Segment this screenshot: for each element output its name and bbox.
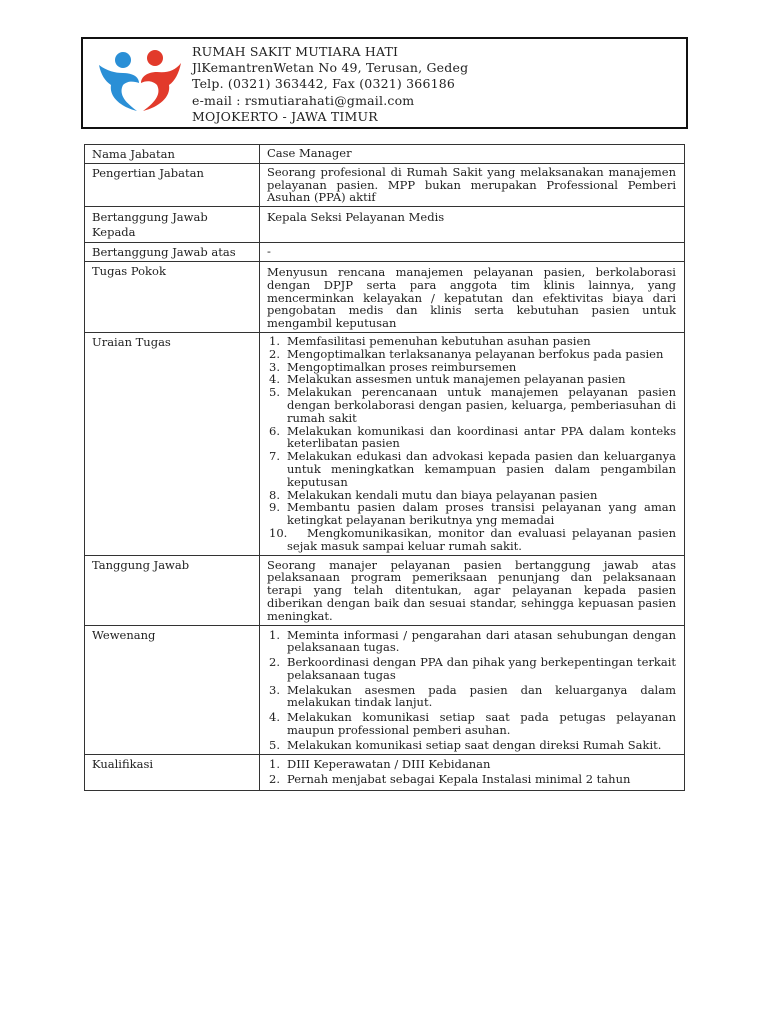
table-row — [85, 754, 685, 791]
table-row — [85, 261, 685, 332]
list-item: 4. Melakukan assesmen untuk manajemen pelayanan pasien — [269, 372, 626, 387]
list-item: 2. Mengoptimalkan terlaksananya pelayanan berfokus pada pasien — [269, 346, 664, 361]
row-label: Bertanggung Jawab atas — [85, 243, 260, 262]
list-item: 4. Melakukan komunikasi setiap saat pada petugas pelayanan maupun professional pemberi asuhan. — [269, 710, 676, 738]
job-description-table — [84, 144, 685, 791]
wewenang-list — [267, 629, 676, 752]
row-label: Bertanggung Jawab Kepada — [85, 207, 260, 243]
table-row — [85, 207, 685, 243]
list-item: 3. Melakukan asesmen pada pasien dan keluarganya dalam melakukan tindak lanjut. — [269, 682, 676, 710]
table-row — [85, 243, 685, 262]
table-row — [85, 555, 685, 625]
hospital-city: MOJOKERTO - JAWA TIMUR — [192, 108, 378, 124]
hospital-email: e-mail : rsmutiarahati@gmail.com — [192, 92, 415, 108]
row-label: Nama Jabatan — [85, 145, 260, 164]
hospital-address: JlKemantrenWetan No 49, Terusan, Gedeg — [192, 60, 469, 76]
list-item: 10. Mengkomunikasikan, monitor dan evaluasi pelayanan pasien sejak masuk sampai keluar rumah sakit. — [269, 525, 676, 553]
list-item: 9. Membantu pasien dalam proses transisi pelayanan yang aman ketingkat pelayanan berikutnya yng memadai — [269, 500, 676, 528]
uraian-tugas-list — [267, 335, 676, 553]
list-item: 6. Melakukan komunikasi dan koordinasi antar PPA dalam konteks keterlibatan pasien — [269, 423, 676, 451]
row-label: Uraian Tugas — [85, 332, 260, 555]
list-item: 7. Melakukan edukasi dan advokasi kepada pasien dan keluarganya untuk meningkatkan kemampuan pasien dalam pengambilan keputusan — [269, 449, 676, 489]
row-value: Case Manager — [260, 145, 685, 164]
list-item: 1. DIII Keperawatan / DIII Kebidanan — [269, 756, 491, 771]
table-row — [85, 145, 685, 164]
row-value: - — [260, 243, 685, 262]
row-value: Seorang profesional di Rumah Sakit yang melaksanakan manajemen pelayanan pasien. MPP bukan merupakan Professional Pemberi Asuhan (PPA) aktif — [260, 163, 685, 206]
list-item: 1. Memfasilitasi pemenuhan kebutuhan asuhan pasien — [269, 333, 591, 348]
row-value: Menyusun rencana manajemen pelayanan pasien, berkolaborasi dengan DPJP serta para anggota tim klinis lainnya, yang mencerminkan kelayakan / kepatutan dan efektivitas biaya dari pengobatan medis dan klinis serta kebutuhan pasien untuk mengambil keputusan — [260, 261, 685, 332]
list-item: 8. Melakukan kendali mutu dan biaya pelayanan pasien — [269, 487, 598, 502]
row-label: Tugas Pokok — [85, 261, 260, 332]
list-item: 5. Melakukan perencanaan untuk manajemen pelayanan pasien dengan berkolaborasi dengan pasien, keluarga, pemberiasuhan di rumah sakit — [269, 385, 676, 425]
row-label: Kualifikasi — [85, 754, 260, 791]
hospital-phone: Telp. (0321) 363442, Fax (0321) 366186 — [192, 76, 456, 92]
kualifikasi-list — [267, 758, 676, 787]
row-value — [260, 332, 685, 555]
hospital-info — [192, 44, 468, 125]
list-item: 2. Berkoordinasi dengan PPA dan pihak yang berkepentingan terkait pelaksanaan tugas — [269, 655, 676, 682]
row-label: Pengertian Jabatan — [85, 163, 260, 206]
table-row — [85, 163, 685, 206]
list-item: 2. Pernah menjabat sebagai Kepala Instalasi minimal 2 tahun — [269, 772, 631, 787]
list-item: 3. Mengoptimalkan proses reimbursemen — [269, 359, 517, 374]
hospital-name: RUMAH SAKIT MUTIARA HATI — [192, 44, 399, 59]
row-value — [260, 625, 685, 754]
hospital-logo — [93, 47, 185, 117]
list-item: 5. Melakukan komunikasi setiap saat dengan direksi Rumah Sakit. — [269, 737, 662, 752]
table-row — [85, 625, 685, 754]
row-label: Tanggung Jawab — [85, 555, 260, 625]
row-value: Seorang manajer pelayanan pasien bertanggung jawab atas pelaksanaan program pemeriksaan penunjang dan pelaksanaan terapi yang telah ditentukan, agar pelayanan kepada pasien diberikan dengan baik dan sesuai standar, sehingga kepuasan pasien meningkat. — [260, 555, 685, 625]
row-label: Wewenang — [85, 625, 260, 754]
letterhead — [81, 37, 688, 129]
row-value: Kepala Seksi Pelayanan Medis — [260, 207, 685, 243]
list-item: 1. Meminta informasi / pengarahan dari atasan sehubungan dengan pelaksanaan tugas. — [269, 627, 676, 655]
row-value — [260, 754, 685, 791]
table-row — [85, 332, 685, 555]
